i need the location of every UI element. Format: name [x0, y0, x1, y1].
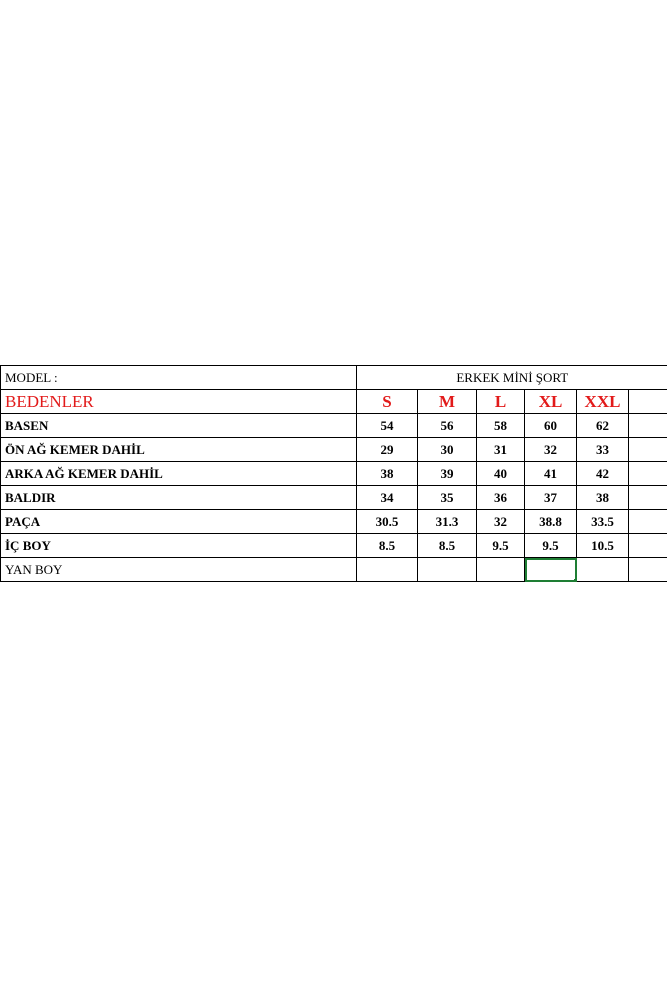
table-cell[interactable]: 8.5: [418, 534, 477, 558]
size-chart-table: [0, 365, 667, 582]
empty-cell[interactable]: [629, 558, 667, 582]
table-cell[interactable]: 60: [525, 414, 577, 438]
table-cell[interactable]: 39: [418, 462, 477, 486]
table-cell[interactable]: 56: [418, 414, 477, 438]
row-label[interactable]: BASEN: [1, 414, 357, 438]
table-cell[interactable]: 33: [577, 438, 629, 462]
size-header-xxl[interactable]: XXL: [577, 390, 629, 414]
table-cell[interactable]: 58: [477, 414, 525, 438]
table-cell[interactable]: 38.8: [525, 510, 577, 534]
empty-cell[interactable]: [629, 510, 667, 534]
table-cell[interactable]: 9.5: [525, 534, 577, 558]
row-label[interactable]: BALDIR: [1, 486, 357, 510]
empty-cell[interactable]: [629, 486, 667, 510]
table-cell[interactable]: 37: [525, 486, 577, 510]
table-cell[interactable]: 54: [357, 414, 418, 438]
product-title[interactable]: ERKEK MİNİ ŞORT: [357, 366, 667, 390]
table-row: [1, 414, 667, 438]
table-row: [1, 462, 667, 486]
table-cell[interactable]: 36: [477, 486, 525, 510]
empty-cell[interactable]: [629, 462, 667, 486]
table-row: [1, 534, 667, 558]
table-cell[interactable]: 30.5: [357, 510, 418, 534]
size-header-l[interactable]: L: [477, 390, 525, 414]
row-label[interactable]: ARKA AĞ KEMER DAHİL: [1, 462, 357, 486]
sizes-label[interactable]: BEDENLER: [1, 390, 357, 414]
table-cell[interactable]: 38: [357, 462, 418, 486]
table-cell[interactable]: 29: [357, 438, 418, 462]
table-cell[interactable]: 33.5: [577, 510, 629, 534]
table-cell[interactable]: 32: [477, 510, 525, 534]
row-label[interactable]: İÇ BOY: [1, 534, 357, 558]
table-row: [1, 486, 667, 510]
table-cell[interactable]: 38: [577, 486, 629, 510]
table-cell[interactable]: 31: [477, 438, 525, 462]
table-cell[interactable]: [577, 558, 629, 582]
table-row: [1, 510, 667, 534]
table-cell[interactable]: [418, 558, 477, 582]
table-row: [1, 438, 667, 462]
row-label[interactable]: PAÇA: [1, 510, 357, 534]
table-cell[interactable]: 8.5: [357, 534, 418, 558]
table-cell[interactable]: 32: [525, 438, 577, 462]
table-cell[interactable]: 42: [577, 462, 629, 486]
empty-cell[interactable]: [629, 534, 667, 558]
table-cell[interactable]: 30: [418, 438, 477, 462]
table-cell[interactable]: [357, 558, 418, 582]
table-cell[interactable]: 35: [418, 486, 477, 510]
size-header-s[interactable]: S: [357, 390, 418, 414]
table-cell[interactable]: 34: [357, 486, 418, 510]
model-label[interactable]: MODEL :: [1, 366, 357, 390]
row-label[interactable]: YAN BOY: [1, 558, 357, 582]
empty-cell[interactable]: [629, 438, 667, 462]
table-cell[interactable]: [477, 558, 525, 582]
empty-cell[interactable]: [629, 414, 667, 438]
model-row: [1, 366, 667, 390]
table-cell[interactable]: 40: [477, 462, 525, 486]
table-cell[interactable]: 31.3: [418, 510, 477, 534]
sizes-header-row: [1, 390, 667, 414]
table-row: [1, 558, 667, 582]
table-cell[interactable]: 41: [525, 462, 577, 486]
row-label[interactable]: ÖN AĞ KEMER DAHİL: [1, 438, 357, 462]
size-header-m[interactable]: M: [418, 390, 477, 414]
selected-cell[interactable]: [525, 558, 577, 582]
table-cell[interactable]: 10.5: [577, 534, 629, 558]
table-cell[interactable]: 9.5: [477, 534, 525, 558]
empty-cell[interactable]: [629, 390, 667, 414]
table-cell[interactable]: 62: [577, 414, 629, 438]
size-header-xl[interactable]: XL: [525, 390, 577, 414]
